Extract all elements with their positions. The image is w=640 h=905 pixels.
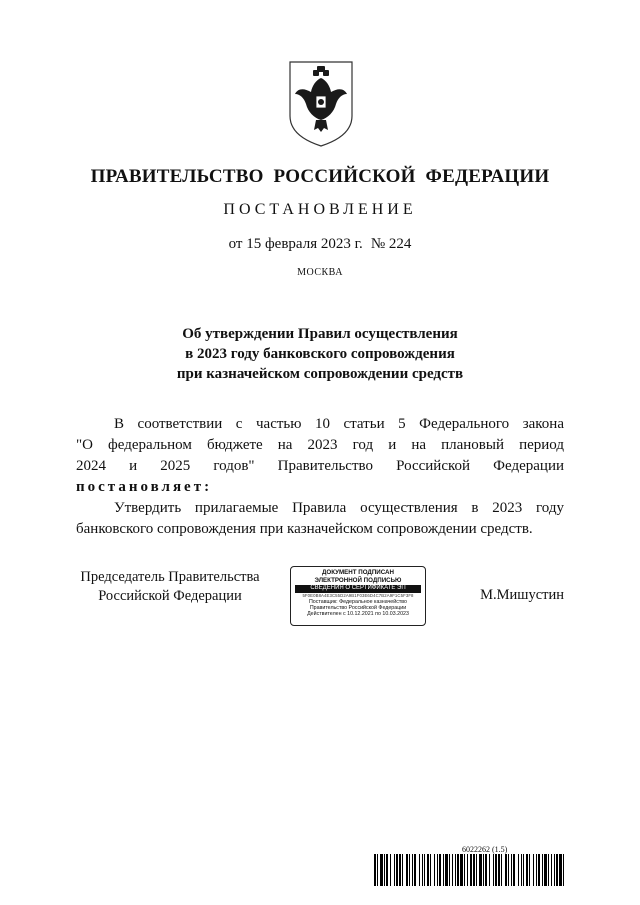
barcode-image — [374, 854, 566, 886]
document-number: № 224 — [370, 236, 412, 252]
stamp-issuer: Правительство Российской Федерации — [309, 604, 407, 611]
subject-line: Об утверждении Правил осуществления — [182, 326, 458, 342]
government-title: ПРАВИТЕЛЬСТВО РОССИЙСКОЙ ФЕДЕРАЦИИ — [90, 166, 550, 187]
stamp-serial: 5F0E0B8A4E3C55D2A9B1F03E6D4C7B2A9F1C5F3F8 — [302, 592, 414, 598]
stamp-line: ДОКУМЕНТ ПОДПИСАН — [322, 569, 394, 576]
stamp-line: ЭЛЕКТРОННОЙ ПОДПИСЬЮ — [314, 576, 402, 584]
signer-title-line: Председатель Правительства — [80, 569, 260, 585]
body-line: Утвердить прилагаемые Правила осуществления в 2023 году — [114, 500, 564, 516]
resolution-keyword: постановляет: — [76, 479, 213, 495]
signer-title — [70, 568, 270, 606]
stamp-validity: Действителен с 10.12.2021 по 10.03.2023 — [307, 611, 409, 618]
digital-signature-stamp — [290, 566, 426, 626]
signer-name: М.Мишустин — [480, 587, 564, 603]
subject-line: в 2023 году банковского сопровождения — [185, 346, 455, 362]
document-subject — [0, 324, 640, 384]
stamp-certificate-bar: СВЕДЕНИЯ О СЕРТИФИКАТЕ ЭП — [295, 585, 421, 593]
document-date: от 15 февраля 2023 г. — [228, 236, 363, 252]
body-line: банковского сопровождения при казначейском сопровождении средств. — [76, 521, 533, 537]
body-line: В соответствии с частью 10 статьи 5 Федерального закона — [114, 416, 564, 432]
date-number-line — [0, 236, 640, 253]
stamp-issuer: Поставщик: Федеральное казначейство — [309, 598, 407, 605]
coat-of-arms-emblem — [286, 58, 356, 148]
barcode-number: 6022262 (1.5) — [462, 845, 508, 854]
body-line: 2024 и 2025 годов" Правительство Российской Федерации — [76, 458, 564, 474]
subject-line: при казначейском сопровождении средств — [176, 366, 464, 382]
document-body — [76, 414, 564, 540]
signer-title-line: Российской Федерации — [98, 588, 242, 604]
document-type: ПОСТАНОВЛЕНИЕ — [223, 201, 417, 218]
issue-city: МОСКВА — [297, 267, 343, 278]
body-line: "О федеральном бюджете на 2023 год и на плановый период — [76, 437, 564, 453]
